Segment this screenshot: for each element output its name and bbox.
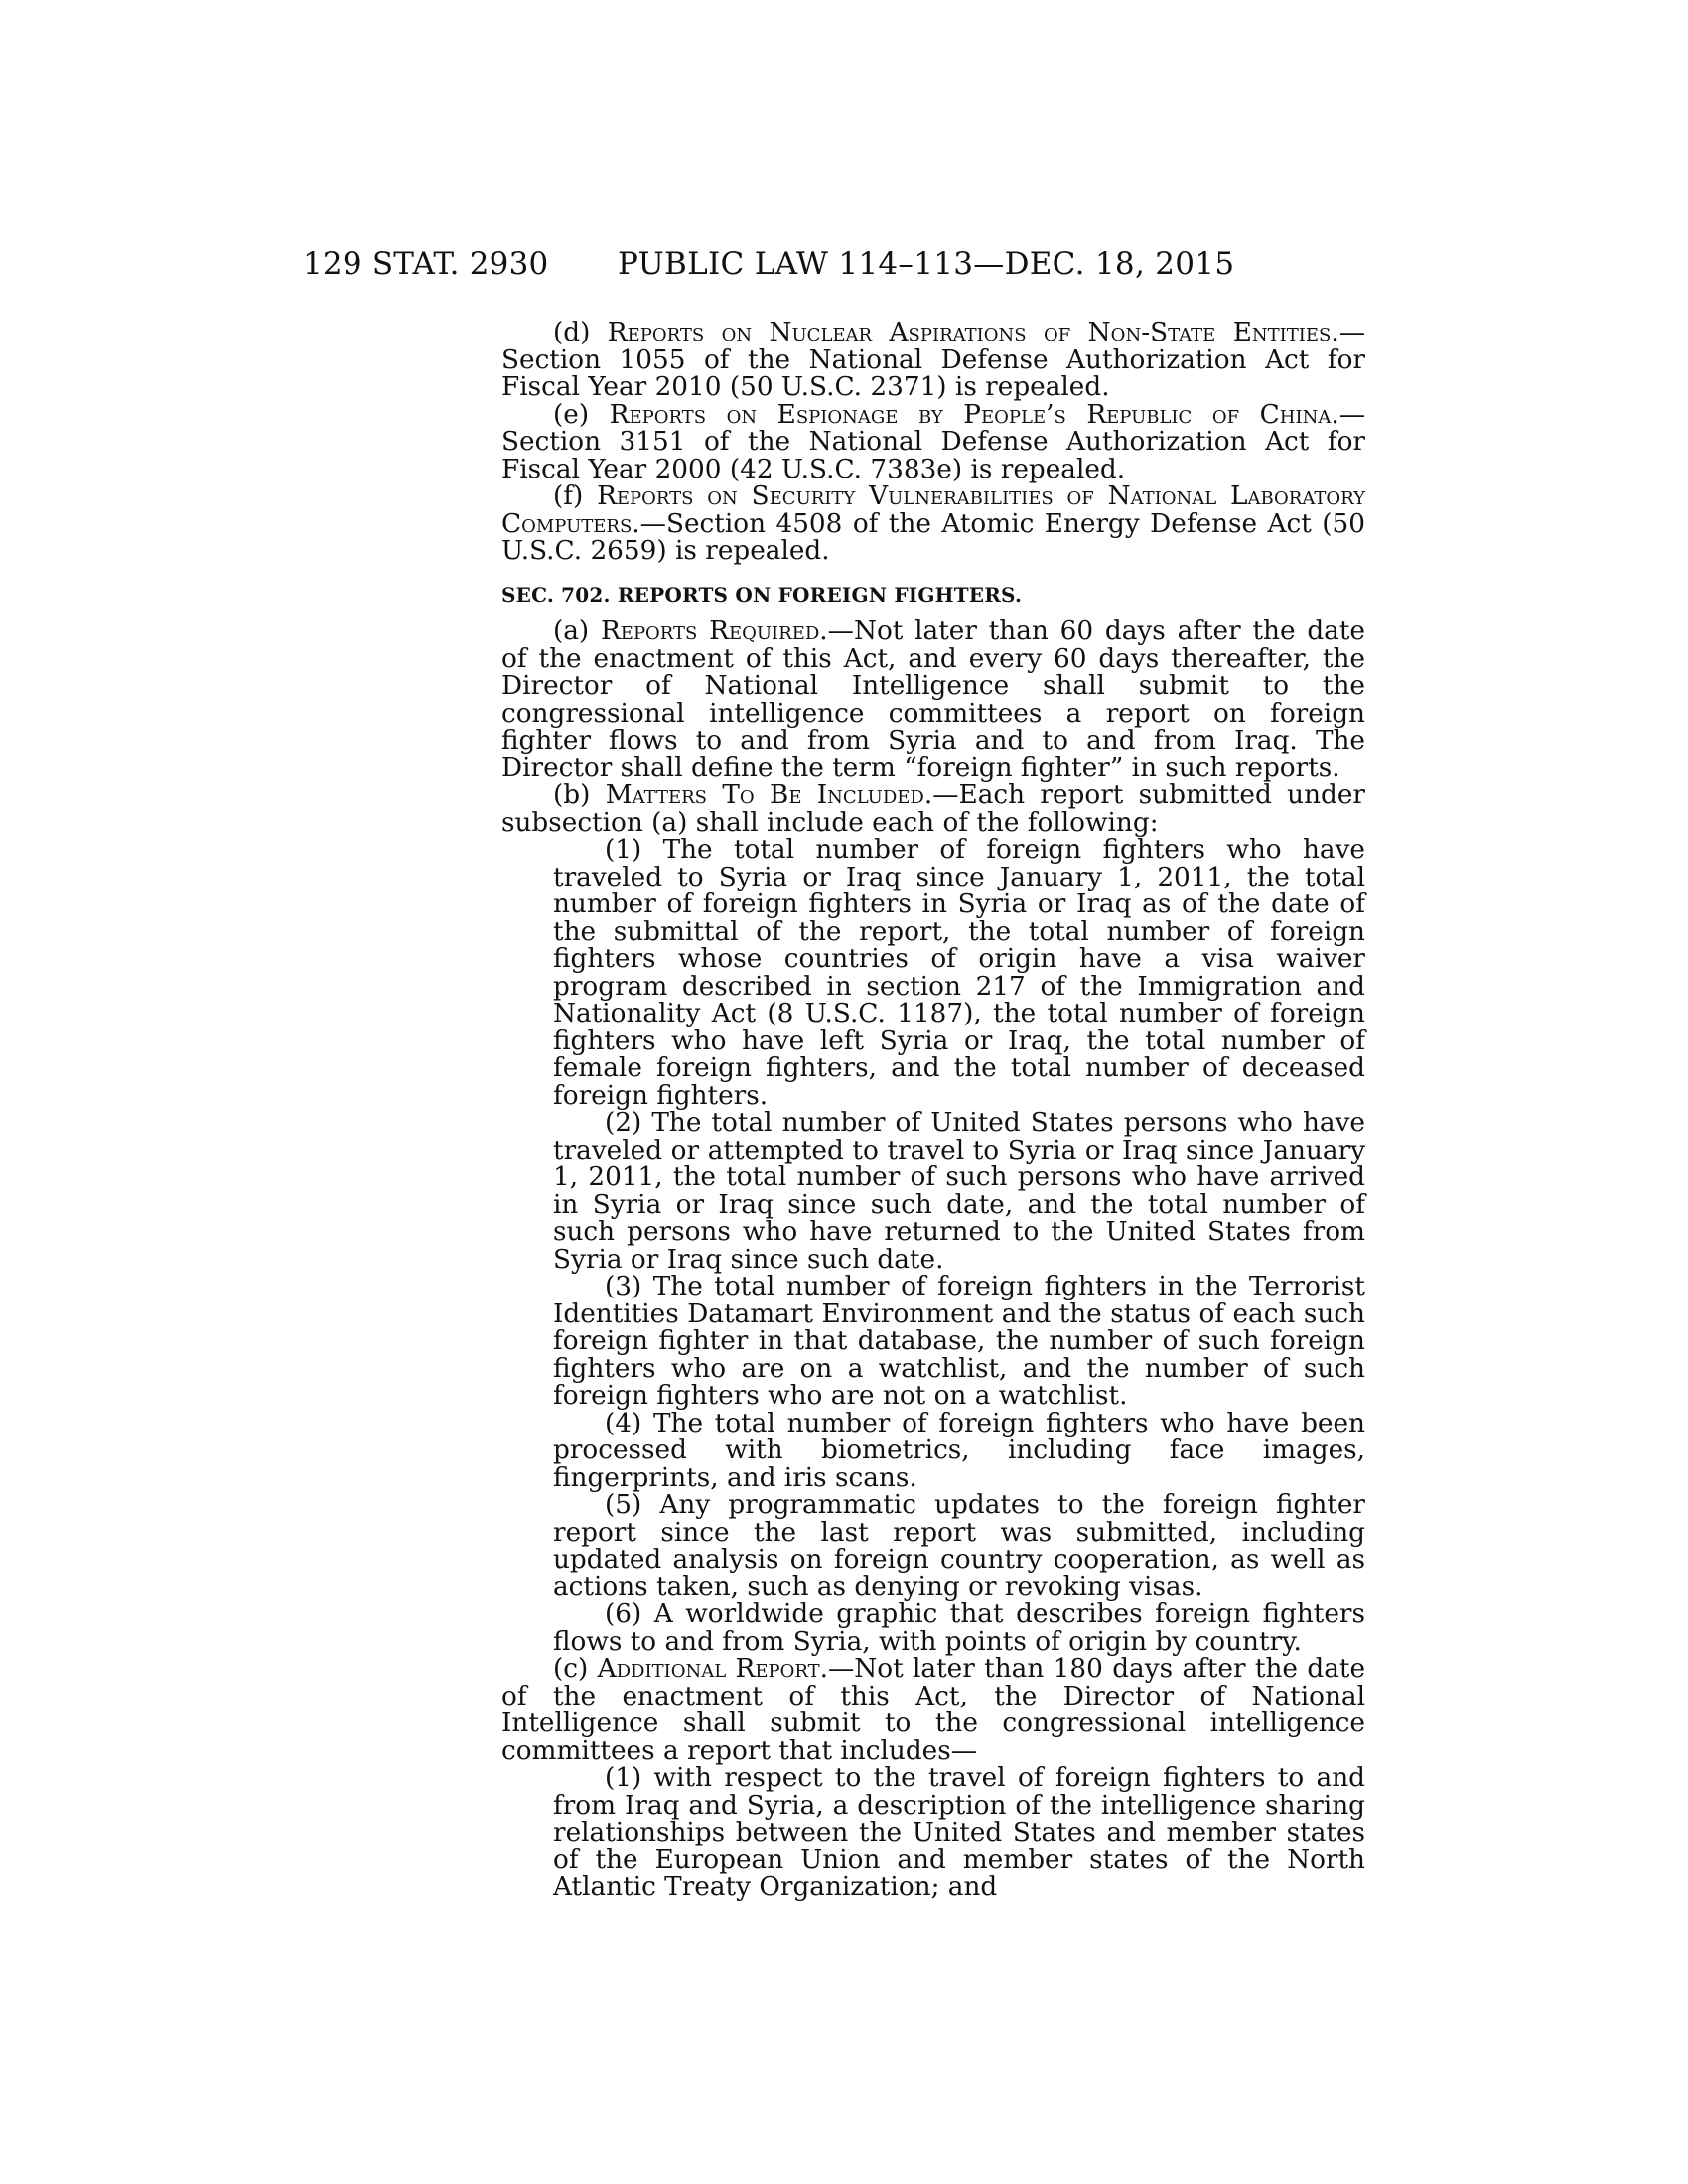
section-702-b (501, 782, 1365, 837)
section-702-c-text: —Not later than 180 days after the date of the enactment of this Act, the Director of National Intelligence shall submit to the congressional intelligence committees a report that includes— (501, 1654, 1366, 1766)
section-702-c-heading: Additional Report. (597, 1654, 828, 1684)
section-702-b-item-1: (1) The total number of foreign fighters who have traveled to Syria or Iraq since January 1, 2011, the total number of foreign fighters in Syria or Iraq as of the date of the submittal of the report, the total number of foreign fighters whose countries of origin have a visa waiver program described in section 217 of the Immigration and Nationality Act (8 U.S.C. 1187), the total number of foreign fighters who have left Syria or Iraq, the total number of female foreign fighters, and the total number of deceased foreign fighters. (553, 835, 1365, 1111)
section-702-b-item-4: (4) The total number of foreign fighters who have been processed with biometrics, including face images, fingerprints, and iris scans. (553, 1408, 1365, 1493)
section-702-heading: SEC. 702. REPORTS ON FOREIGN FIGHTERS. (501, 582, 1023, 607)
subsection-e-heading: Reports on Espionage by People’s Republic of China. (609, 399, 1339, 430)
section-702-c (501, 1656, 1365, 1765)
section-702-b-text: —Each report submitted under subsection (a) shall include each of the following: (501, 780, 1365, 838)
subsection-f (501, 483, 1365, 566)
subsection-e (501, 399, 1365, 484)
page-body (501, 320, 1365, 1902)
section-702-c-label: (c) (553, 1654, 598, 1684)
subsection-d (501, 320, 1365, 402)
subsection-d-text: —Section 1055 of the National Defense Authorization Act for Fiscal Year 2010 (50 U.S.C. 2371) is repealed. (501, 318, 1365, 402)
section-702-b-item-3: (3) The total number of foreign fighters in the Terrorist Identities Datamart Environment and the status of each such foreign fighter in that database, the number of such foreign fighters who are on a watchlist, and the number of such foreign fighters who are not on a watchlist. (553, 1272, 1365, 1411)
section-702-b-heading: Matters To Be Included. (605, 780, 933, 810)
section-702-b-item-2: (2) The total number of United States persons who have traveled or attempted to travel to Syria or Iraq since January 1, 2011, the total number of such persons who have arrived in Syria or Iraq since such date, and the total number of such persons who have returned to the United States from Syria or Iraq since such date. (553, 1108, 1365, 1275)
subsection-e-text: — Section 3151 of the National Defense Authorization Act for Fiscal Year 2000 (42 U.S.C. 7383e) is repealed. (501, 399, 1365, 484)
subsection-d-label: (d) (553, 318, 608, 347)
subsection-d-heading: Reports on Nuclear Aspirations of Non-State Entities. (607, 318, 1339, 347)
subsection-e-label: (e) (553, 399, 610, 430)
section-702-a-heading: Reports Required. (601, 616, 828, 646)
section-702-a (501, 618, 1365, 782)
section-702-b-item-5: (5) Any programmatic updates to the foreign fighter report since the last report was submitted, including updated analysis on foreign country cooperation, as well as actions taken, such as denying or revoking visas. (553, 1490, 1365, 1602)
section-702-c-item-1: (1) with respect to the travel of foreign fighters to and from Iraq and Syria, a description of the intelligence sharing relationships between the United States and member states of the European Union and member states of the North Atlantic Treaty Organization; and (553, 1763, 1365, 1902)
section-702-a-text: —Not later than 60 days after the date of the enactment of this Act, and every 60 days thereafter, the Director of National Intelligence shall submit to the congressional intelligence committees a report on foreign fighter flows to and from Syria and to and from Iraq. The Director shall define the term “foreign fighter” in such reports. (501, 616, 1365, 783)
section-702-b-label: (b) (553, 780, 606, 810)
section-702-a-label: (a) (553, 616, 601, 646)
page-header (0, 246, 1688, 286)
section-702-b-item-6: (6) A worldwide graphic that describes foreign fighters flows to and from Syria, with points of origin by country. (553, 1599, 1365, 1657)
public-law-title: PUBLIC LAW 114–113—DEC. 18, 2015 (618, 246, 1235, 282)
subsection-f-heading: Reports on Security Vulnerabilities of National Laboratory Computers. (501, 481, 1365, 539)
stat-citation: 129 STAT. 2930 (303, 246, 549, 282)
subsection-f-label: (f) (553, 481, 598, 511)
subsection-f-text: —Section 4508 of the Atomic Energy Defense Act (50 U.S.C. 2659) is repealed. (501, 508, 1365, 566)
